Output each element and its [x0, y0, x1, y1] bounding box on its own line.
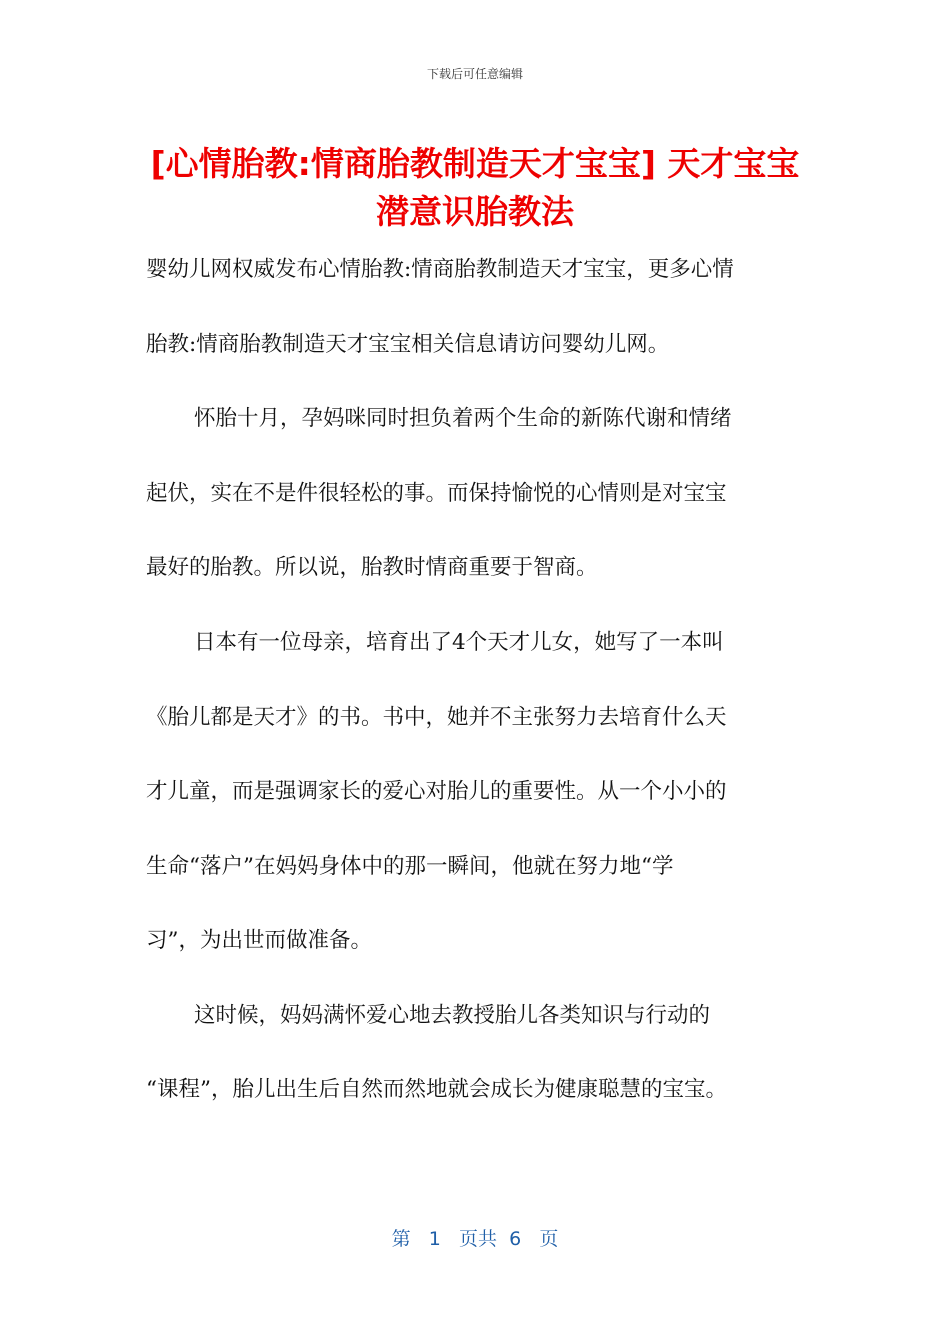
- paragraph-3-line-2: 《胎儿都是天才》的书。书中，她并不主张努力去培育什么天: [146, 705, 727, 730]
- document-title: [120, 140, 830, 236]
- paragraph-3-line-3: 才儿童，而是强调家长的爱心对胎儿的重要性。从一个小小的: [146, 779, 727, 804]
- paragraph-3-line-1: 日本有一位母亲，培育出了4个天才儿女，她写了一本叫: [194, 630, 724, 655]
- page-number: 1: [428, 1228, 441, 1250]
- total-pages: 6: [509, 1228, 522, 1250]
- page-label-mid: 页共: [459, 1228, 498, 1250]
- page-header-note: 下载后可任意编辑: [426, 67, 523, 81]
- paragraph-3-line-5: 习”，为出世而做准备。: [146, 928, 372, 953]
- paragraph-4-line-1: 这时候，妈妈满怀爱心地去教授胎儿各类知识与行动的: [194, 1003, 711, 1028]
- paragraph-4-line-2: “课程”，胎儿出生后自然而然地就会成长为健康聪慧的宝宝。: [146, 1077, 727, 1102]
- document-title-line-2: 潜意识胎教法: [376, 192, 574, 231]
- paragraph-2-line-3: 最好的胎教。所以说，胎教时情商重要于智商。: [146, 555, 598, 580]
- paragraph-3-line-4: 生命“落户”在妈妈身体中的那一瞬间，他就在努力地“学: [146, 854, 674, 879]
- paragraph-2-line-2: 起伏，实在不是件很轻松的事。而保持愉悦的心情则是对宝宝: [146, 481, 727, 506]
- paragraph-1-line-2: 胎教:情商胎教制造天才宝宝相关信息请访问婴幼儿网。: [146, 332, 670, 357]
- page-label-suffix: 页: [539, 1228, 559, 1250]
- document-title-line-1: [心情胎教:情商胎教制造天才宝宝] 天才宝宝: [150, 144, 800, 183]
- page-label-prefix: 第: [391, 1228, 411, 1250]
- paragraph-2-line-1: 怀胎十月，孕妈咪同时担负着两个生命的新陈代谢和情绪: [194, 406, 732, 431]
- paragraph-1-line-1: 婴幼儿网权威发布心情胎教:情商胎教制造天才宝宝，更多心情: [146, 257, 734, 282]
- page-footer: [0, 1226, 950, 1252]
